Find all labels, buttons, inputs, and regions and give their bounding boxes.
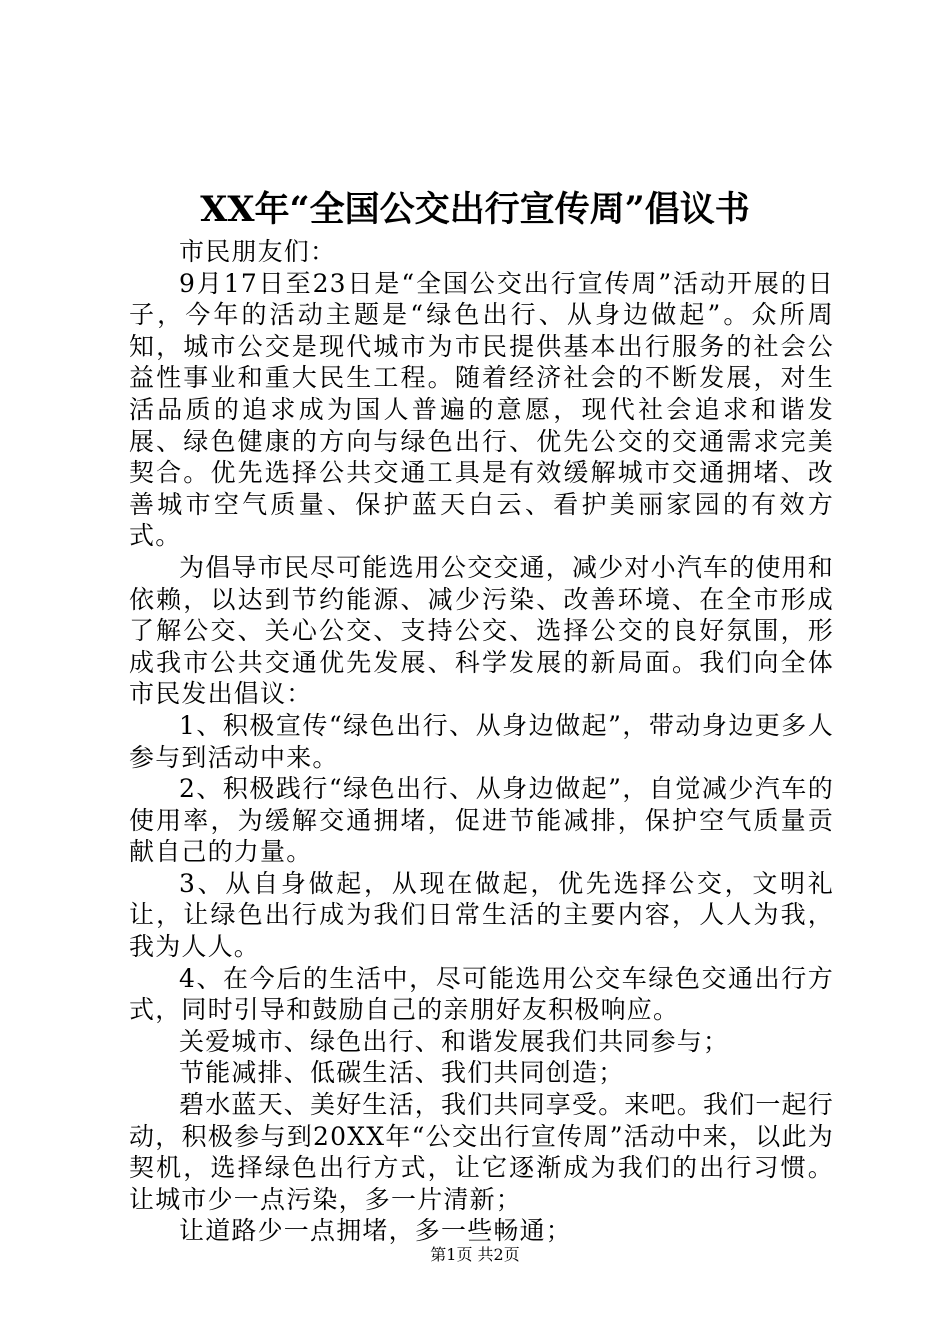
- slogan-line-2: 节能减排、低碳生活、我们共同创造；: [179, 1058, 625, 1088]
- paragraph-intro: 9月17日至23日是“全国公交出行宣传周”活动开展的日子，今年的活动主题是“绿色出行、从身边做起”。众所周知，城市公交是现代城市为市民提供基本出行服务的社会公益性事业和重大民生工程。随着经济社会的不断发展，对生活品质的追求成为国人普遍的意愿，现代社会追求和谐发展、绿色健康的方向与绿色出行、优先公交的交通需求完美契合。优先选择公共交通工具是有效缓解城市交通拥堵、改善城市空气质量、保护蓝天白云、看护美丽家园的有效方式。: [129, 268, 834, 551]
- document-title: XX年“全国公交出行宣传周”倡议书: [200, 189, 750, 230]
- page-indicator: 第1页 共2页: [430, 1245, 520, 1264]
- proposal-item-2: 2、积极践行“绿色出行、从身边做起”，自觉减少汽车的使用率，为缓解交通拥堵，促进节能减排，保护空气质量贡献自己的力量。: [129, 774, 834, 867]
- closing-line: 让道路少一点拥堵，多一些畅通；: [179, 1216, 573, 1246]
- paragraph-proposal: 为倡导市民尽可能选用公交交通，减少对小汽车的使用和依赖，以达到节约能源、减少污染、改善环境、在全市形成了解公交、关心公交、支持公交、选择公交的良好氛围，形成我市公共交通优先发展、科学发展的新局面。我们向全体市民发出倡议：: [129, 552, 835, 709]
- proposal-item-4: 4、在今后的生活中，尽可能选用公交车绿色交通出行方式，同时引导和鼓励自己的亲朋好友积极响应。: [129, 963, 834, 1025]
- proposal-item-1: 1、积极宣传“绿色出行、从身边做起”，带动身边更多人参与到活动中来。: [129, 710, 834, 772]
- closing-paragraph: 碧水蓝天、美好生活，我们共同享受。来吧。我们一起行动，积极参与到20XX年“公交出行宣传周”活动中来，以此为契机，选择绿色出行方式，让它逐渐成为我们的出行习惯。让城市少一点污染，多一片清新；: [129, 1090, 835, 1214]
- proposal-item-3: 3、从自身做起，从现在做起，优先选择公交，文明礼让，让绿色出行成为我们日常生活的主要内容，人人为我，我为人人。: [129, 868, 834, 962]
- document-body: [129, 236, 834, 1247]
- slogan-line-1: 关爱城市、绿色出行、和谐发展我们共同参与；: [179, 1026, 730, 1056]
- salutation: 市民朋友们：: [179, 237, 337, 266]
